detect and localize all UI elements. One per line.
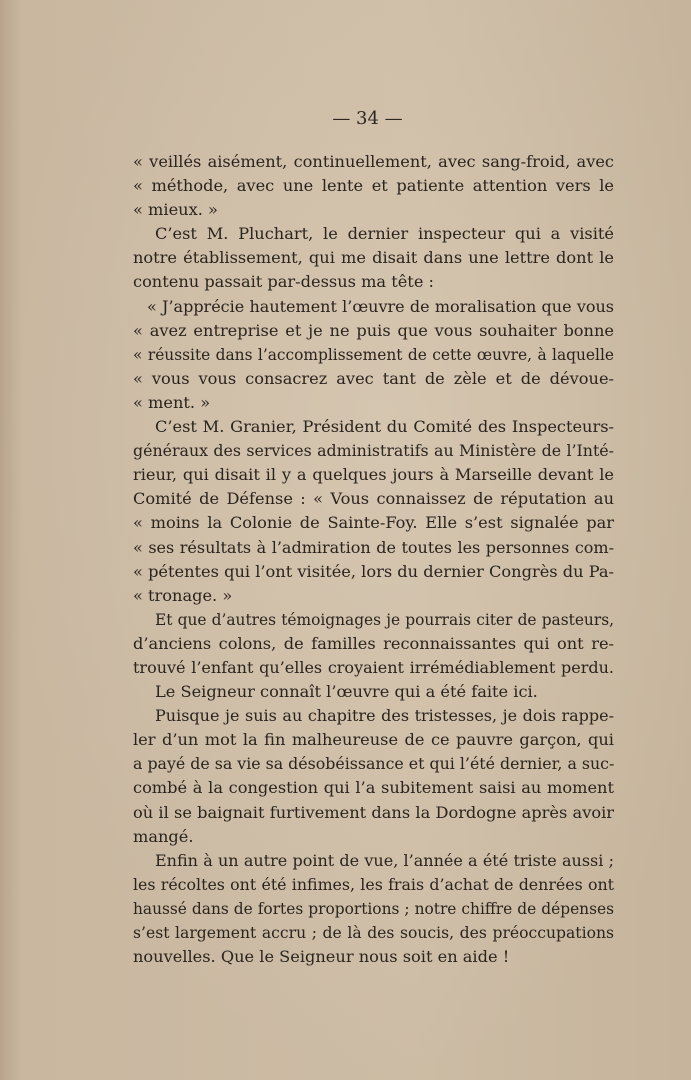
text-line: « J’apprécie hautement l’œuvre de moralisation que vous [147,296,614,316]
body-text [133,150,614,969]
page-number: — 34 — [332,108,403,129]
text-line: rieur, qui disait il y a quelques jours à Marseille devant le [133,465,614,485]
text-line: haussé dans de fortes proportions ; notre chiffre de dépenses [133,899,614,918]
text-line: mangé. [133,826,194,846]
text-line: a payé de sa vie sa désobéissance et qui l’été dernier, a suc- [133,754,615,774]
text-line: « méthode, avec une lente et patiente attention vers le [133,176,614,196]
text-line: Comité de Défense : « Vous connaissez de réputation au [133,489,614,509]
text-line: notre établissement, qui me disait dans une lettre dont le [133,248,614,268]
text-line: « veillés aisément, continuellement, avec sang-froid, avec [133,152,614,171]
text-line: C’est M. Pluchart, le dernier inspecteur qui a visité [155,224,614,244]
text-line: Enfin à un autre point de vue, l’année a été triste aussi ; [155,850,614,870]
text-line: contenu passait par-dessus ma tête : [133,272,434,292]
text-line: Et que d’autres témoignages je pourrais citer de pasteurs, [155,610,614,629]
text-line: Le Seigneur connaît l’œuvre qui a été faite ici. [155,682,538,702]
text-line: « tronage. » [133,585,233,605]
text-line: d’anciens colons, de familles reconnaissantes qui ont re- [133,633,614,653]
text-line: les récoltes ont été infimes, les frais d’achat de denrées ont [133,874,614,894]
text-line: ler d’un mot la fin malheureuse de ce pauvre garçon, qui [133,730,614,750]
text-line: nouvelles. Que le Seigneur nous soit en aide ! [133,947,510,967]
text-line: s’est largement accru ; de là des soucis, des préoccupations [133,924,614,942]
text-line: « ses résultats à l’admiration de toutes les personnes com- [133,537,614,557]
text-line: « avez entreprise et je ne puis que vous souhaiter bonne [133,320,614,340]
text-line: Puisque je suis au chapitre des tristesses, je dois rappe- [155,706,614,726]
text-line: « moins la Colonie de Sainte-Foy. Elle s’est signalée par [133,513,614,533]
text-line: « réussite dans l’accomplissement de cette œuvre, à laquelle [133,345,614,364]
text-line: généraux des services administratifs au Ministère de l’Inté- [133,441,614,461]
text-line: « ment. » [133,392,211,412]
text-line: « vous vous consacrez avec tant de zèle et de dévoue- [133,368,614,388]
text-line: C’est M. Granier, Président du Comité des Inspecteurs- [155,417,614,437]
text-line: combé à la congestion qui l’a subitement saisi au moment [133,778,614,798]
text-line: où il se baignait furtivement dans la Dordogne après avoir [133,802,614,822]
text-line: « mieux. » [133,200,218,220]
text-line: « pétentes qui l’ont visitée, lors du dernier Congrès du Pa- [133,561,614,581]
text-line: trouvé l’enfant qu’elles croyaient irrémédiablement perdu. [133,657,614,677]
